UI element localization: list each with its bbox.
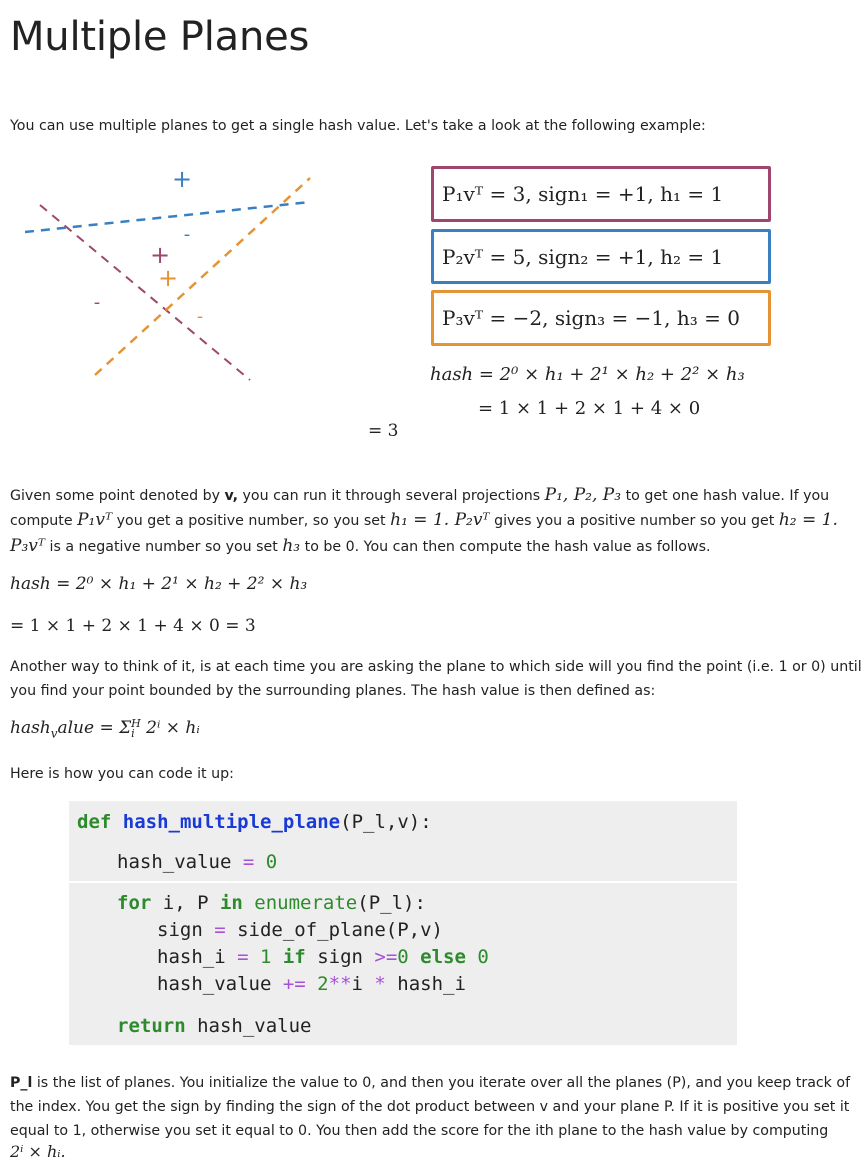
- projection-paragraph-line-3: [10, 535, 711, 559]
- math-inline: h₃: [282, 536, 301, 556]
- sum-limits: [131, 716, 141, 740]
- code-operator: >=: [374, 946, 398, 968]
- plane-1-equation-box: P₁vᵀ = 3, sign₁ = +1, h₁ = 1: [431, 166, 771, 222]
- projection-paragraph-line-2: [10, 509, 838, 533]
- plane-1-plus-label: +: [149, 241, 171, 269]
- code-number: 1: [248, 946, 272, 968]
- code-keyword: if: [271, 946, 306, 968]
- code-line-def: [77, 811, 432, 833]
- code-text: i: [351, 973, 375, 995]
- text: compute: [10, 513, 78, 529]
- page-title: Multiple Planes: [10, 14, 310, 60]
- code-text: hash_value: [157, 973, 283, 995]
- text: gives you a positive number so you get: [489, 513, 779, 529]
- code-block: [69, 801, 737, 1045]
- hash-value-sum-formula: [10, 718, 200, 740]
- sum-upper: H: [131, 716, 141, 730]
- code-operator: *: [374, 973, 386, 995]
- plane-3-minus-label: -: [196, 306, 204, 327]
- plane-1-line: [40, 205, 250, 380]
- code-keyword: def: [77, 811, 112, 833]
- plane-3-equation-box: P₃vᵀ = −2, sign₃ = −1, h₃ = 0: [431, 290, 771, 346]
- code-number: 0: [254, 851, 278, 873]
- code-operator: =: [214, 919, 226, 941]
- code-text: (P_l,v):: [340, 811, 432, 833]
- p-l-explanation-line-2: the index. You get the sign by finding the sign of the dot product between v and your plane P. If it is positive you set it: [10, 1099, 850, 1115]
- intro-paragraph: You can use multiple planes to get a single hash value. Let's take a look at the following example:: [10, 118, 706, 134]
- figure-hash-result: = 3: [368, 421, 399, 441]
- sum-lower: i: [131, 726, 135, 740]
- code-operator: +=: [282, 973, 306, 995]
- code-divider: [69, 881, 737, 883]
- code-operator: **: [328, 973, 352, 995]
- code-text: hash_value: [117, 851, 243, 873]
- plane-1-minus-label: -: [93, 292, 101, 313]
- p-l-term: P_l: [10, 1075, 33, 1091]
- math-sub: v: [50, 726, 58, 741]
- text: is a negative number so you set: [45, 539, 283, 555]
- text: Given some point denoted by: [10, 488, 225, 504]
- code-number: 0: [397, 946, 409, 968]
- p-l-explanation-line-1: [10, 1072, 850, 1095]
- code-line-sign: [157, 919, 443, 941]
- code-operator: =: [242, 851, 255, 873]
- figure-hash-formula: hash = 2⁰ × h₁ + 2¹ × h₂ + 2² × h₃: [430, 364, 745, 385]
- math-inline: h₁ = 1. P₂vᵀ: [390, 510, 490, 530]
- planes-diagram: [0, 160, 420, 390]
- text: you get a positive number, so you set: [112, 513, 391, 529]
- code-text: (P_l):: [357, 892, 426, 914]
- plane-2-minus-label: -: [183, 224, 191, 245]
- code-builtin: enumerate: [242, 892, 358, 914]
- code-number: 0: [465, 946, 489, 968]
- text: you can run it through several projections: [238, 488, 545, 504]
- code-text: hash_i: [385, 973, 466, 995]
- code-intro: Here is how you can code it up:: [10, 766, 234, 782]
- code-function-name: hash_multiple_plane: [122, 811, 341, 833]
- text: is the list of planes. You initialize the value to 0, and then you iterate over all the planes (P), and you keep track of: [32, 1075, 851, 1091]
- another-way-line-2: you find your point bounded by the surrounding planes. The hash value is then defined as:: [10, 683, 656, 699]
- hash-formula: hash = 2⁰ × h₁ + 2¹ × h₂ + 2² × h₃: [10, 574, 308, 594]
- p-l-explanation-line-4: 2ⁱ × hᵢ.: [10, 1142, 66, 1161]
- hash-expansion: = 1 × 1 + 2 × 1 + 4 × 0 = 3: [10, 616, 256, 636]
- plane-2-equation-box: P₂vᵀ = 5, sign₂ = +1, h₂ = 1: [431, 229, 771, 284]
- code-keyword: for: [117, 892, 152, 914]
- code-text: i, P: [151, 892, 220, 914]
- code-number: 2: [305, 973, 329, 995]
- code-text: hash_value: [185, 1015, 312, 1037]
- projection-paragraph-line-1: [10, 484, 829, 508]
- text: to get one hash value. If you: [621, 488, 830, 504]
- math-inline: P₃vᵀ: [10, 536, 45, 556]
- plane-2-plus-label: +: [171, 165, 193, 193]
- code-line-return: [117, 1015, 311, 1037]
- code-line-accumulate: [157, 973, 466, 995]
- math-inline: P₁, P₂, P₃: [544, 485, 622, 505]
- vector-v: v,: [224, 488, 238, 504]
- math-term: hash: [10, 718, 51, 738]
- figure-hash-expansion: = 1 × 1 + 2 × 1 + 4 × 0: [478, 398, 701, 419]
- math-term: 2ⁱ × hᵢ: [140, 718, 200, 738]
- code-keyword: return: [117, 1015, 186, 1037]
- p-l-explanation-line-3: equal to 1, otherwise you set it equal to 0. You then add the score for the ith plane to the hash value by computing: [10, 1123, 829, 1139]
- code-keyword: in: [219, 892, 243, 914]
- code-text: sign: [157, 919, 215, 941]
- code-text: side_of_plane(P,v): [225, 919, 443, 941]
- code-line-hash-i: [157, 946, 489, 968]
- code-text: hash_i: [157, 946, 238, 968]
- code-line-init: [117, 851, 277, 873]
- math-inline: h₂ = 1.: [778, 510, 838, 530]
- another-way-line-1: Another way to think of it, is at each time you are asking the plane to which side will you find the point (i.e. 1 or 0) until: [10, 659, 862, 675]
- code-text: sign: [305, 946, 375, 968]
- plane-3-plus-label: +: [157, 264, 179, 292]
- code-keyword: else: [408, 946, 466, 968]
- code-operator: =: [237, 946, 249, 968]
- code-line-for: [117, 892, 426, 914]
- text: to be 0. You can then compute the hash value as follows.: [300, 539, 711, 555]
- math-inline: P₁vᵀ: [77, 510, 113, 530]
- math-term: alue = Σ: [57, 718, 132, 738]
